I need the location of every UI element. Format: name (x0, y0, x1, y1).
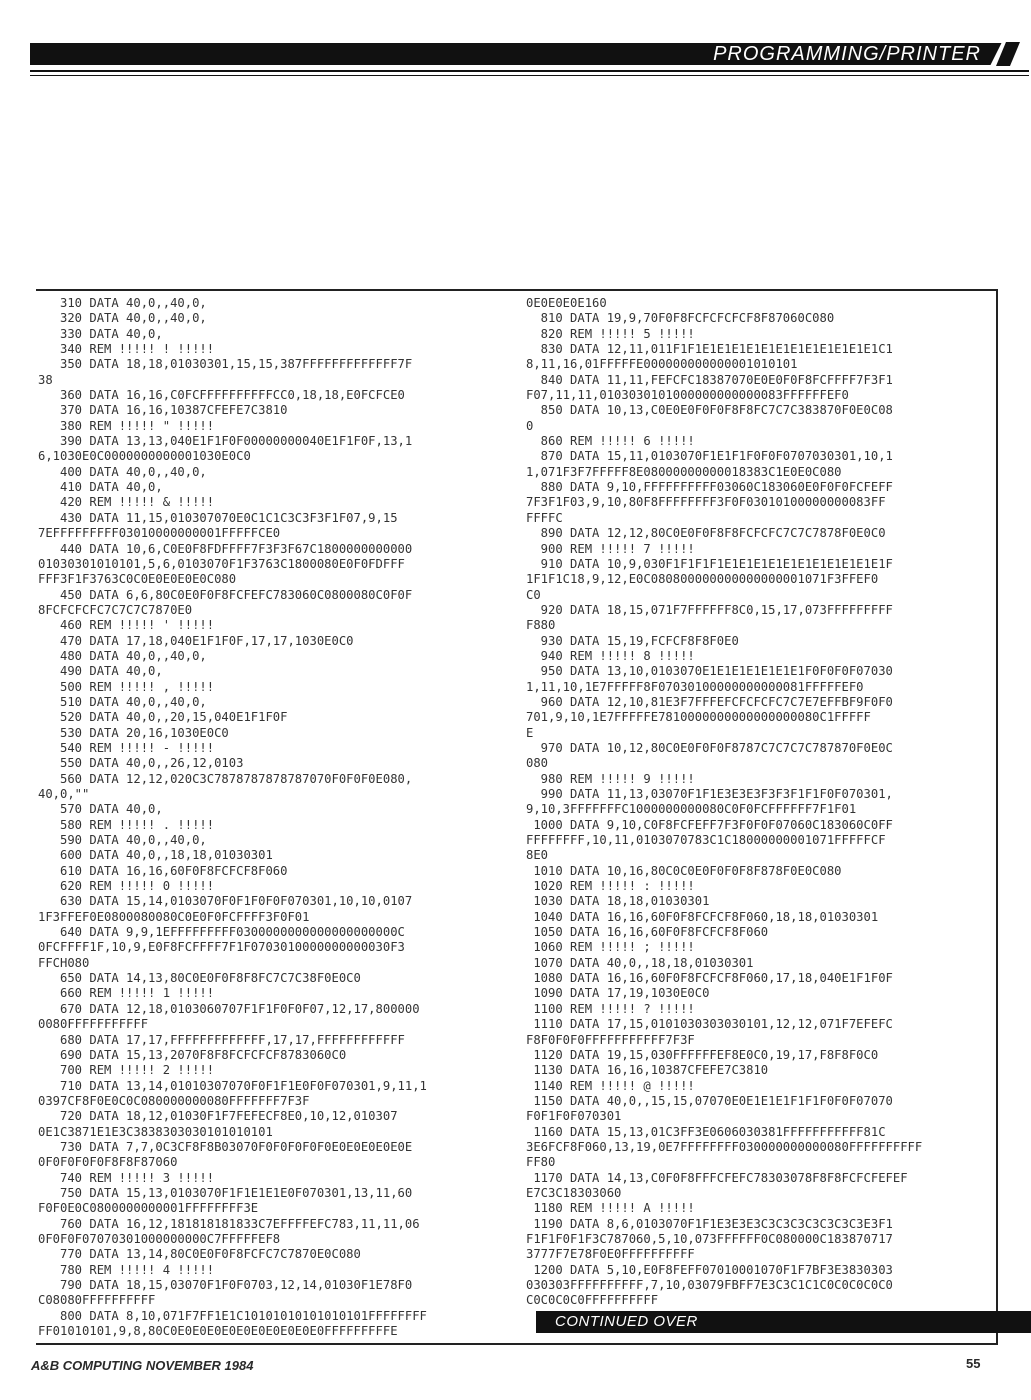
listing-line: 780 REM !!!!! 4 !!!!! (38, 1262, 215, 1277)
listing-line: 6,1030E0C0000000000001030E0C0 (38, 449, 251, 464)
listing-line: 850 DATA 10,13,C0E0E0F0F0F8F8FC7C7C383870F0E0C08 (526, 403, 893, 418)
listing-line: 990 DATA 11,13,03070F1F1E3E3E3F3F3F1F1F0F070301, (526, 787, 893, 801)
listing-frame-right (996, 289, 998, 1344)
listing-line: 560 DATA 12,12,020C3C7878787878787070F0F0F0E080, (38, 771, 413, 786)
listing-line: 1040 DATA 16,16,60F0F8FCFCF8F060,18,18,01030301 (526, 909, 879, 924)
listing-line: 350 DATA 18,18,01030301,15,15,387FFFFFFFFFFFFF7F (38, 357, 413, 372)
listing-line: 0F0F0F07070301000000000C7FFFFFEF8 (38, 1231, 281, 1246)
listing-line: 030303FFFFFFFFFF,7,10,03079FBFF7E3C3C1C1C0C0C0C0C0 (526, 1278, 893, 1292)
listing-line: 1070 DATA 40,0,,18,18,01030301 (526, 955, 754, 970)
listing-line: 701,9,10,1E7FFFFFE7810000000000000000080C1FFFFF (526, 710, 871, 725)
listing-line: 940 REM !!!!! 8 !!!!! (526, 648, 695, 663)
listing-line: 700 REM !!!!! 2 !!!!! (38, 1063, 215, 1078)
listing-line: C0C0C0C0FFFFFFFFFF (526, 1293, 659, 1308)
listing-line: F8F0F0F0FFFFFFFFFFF7F3F (526, 1032, 695, 1047)
listing-line: FFCH080 (38, 955, 90, 970)
listing-line: 1200 DATA 5,10,E0F8FEFF07010001070F1F7BF3E3830303 (526, 1262, 893, 1277)
listing-line: 760 DATA 16,12,181818181833C7EFFFFEFC783,11,11,06 (38, 1216, 420, 1231)
listing-line: 430 DATA 11,15,010307070E0C1C1C3C3F3F1F07,9,15 (38, 510, 398, 525)
listing-line: 860 REM !!!!! 6 !!!!! (526, 434, 695, 449)
listing-line: 1100 REM !!!!! ? !!!!! (526, 1001, 695, 1016)
listing-line: 740 REM !!!!! 3 !!!!! (38, 1170, 215, 1185)
listing-line: 8FCFCFCFC7C7C7C7870E0 (38, 602, 193, 617)
header-rule-bottom (30, 75, 1029, 76)
listing-line: 0080FFFFFFFFFFF (38, 1017, 149, 1032)
listing-line: 1,071F3F7FFFFF8E08000000000018383C1E0E0C080 (526, 464, 842, 479)
listing-line: 530 DATA 20,16,1030E0C0 (38, 725, 229, 740)
listing-line: 0397CF8F0E0C0C080000000080FFFFFFF7F3F (38, 1093, 310, 1108)
listing-line: C0 (526, 587, 541, 602)
listing-line: 630 DATA 15,14,0103070F0F1F0F0F070301,10,10,0107 (38, 894, 413, 909)
listing-line: 610 DATA 16,16,60F0F8FCFCF8F060 (38, 863, 288, 878)
listing-line: 360 DATA 16,16,C0FCFFFFFFFFFFCC0,18,18,E0FCFCE0 (38, 388, 405, 403)
listing-line: 690 DATA 15,13,2070F8F8FCFCFCF8783060C0 (38, 1047, 347, 1062)
listing-line: 0 (526, 418, 534, 433)
listing-line: 500 REM !!!!! , !!!!! (38, 679, 215, 694)
listing-line: 820 REM !!!!! 5 !!!!! (526, 326, 695, 341)
listing-line: 1170 DATA 14,13,C0F0F8FFFCFEFC78303078F8F8FCFCFEFEF (526, 1170, 908, 1185)
listing-line: FFFFFFFF,10,11,0103070783C1C18000000001071FFFFFCF (526, 833, 886, 848)
listing-line: 950 DATA 13,10,0103070E1E1E1E1E1E1E1F0F0F0F07030 (526, 664, 893, 679)
listing-line: 410 DATA 40,0, (38, 480, 163, 495)
listing-line: 620 REM !!!!! 0 !!!!! (38, 879, 215, 894)
listing-line: E (526, 725, 534, 740)
listing-line: 9,10,3FFFFFFFC1000000000080C0F0FCFFFFFF7F1F01 (526, 802, 857, 817)
listing-line: 640 DATA 9,9,1EFFFFFFFFF0300000000000000000000C (38, 925, 405, 940)
listing-line: 730 DATA 7,7,0C3CF8F8B03070F0F0F0F0F0E0E0E0E0E0E (38, 1139, 413, 1154)
listing-line: 310 DATA 40,0,,40,0, (38, 296, 207, 310)
listing-line: 480 DATA 40,0,,40,0, (38, 648, 207, 663)
listing-line: 380 REM !!!!! " !!!!! (38, 418, 215, 433)
listing-line: 8E0 (526, 848, 549, 863)
listing-line: 7F3F1F03,9,10,80F8FFFFFFFF3F0F03010100000000083FF (526, 495, 886, 510)
listing-line: 0F0F0F0F0F8F8F87060 (38, 1155, 178, 1170)
listing-line: 1060 REM !!!!! ; !!!!! (526, 940, 695, 955)
listing-line: 420 REM !!!!! & !!!!! (38, 495, 215, 510)
listing-line: 710 DATA 13,14,01010307070F0F1F1E0F0F070301,9,11,1 (38, 1078, 427, 1093)
listing-line: 1110 DATA 17,15,0101030303030101,12,12,071F7EFEFC (526, 1017, 893, 1032)
listing-line: 1190 DATA 8,6,0103070F1F1E3E3E3C3C3C3C3C3C3C3E3F1 (526, 1216, 893, 1231)
listing-line: 330 DATA 40,0, (38, 326, 163, 341)
listing-line: 1150 DATA 40,0,,15,15,07070E0E1E1E1F1F1F0F0F07070 (526, 1093, 893, 1108)
listing-line: 440 DATA 10,6,C0E0F8FDFFFF7F3F3F67C1800000000000 (38, 541, 413, 556)
listing-line: 1020 REM !!!!! : !!!!! (526, 879, 695, 894)
listing-line: 1160 DATA 15,13,01C3FF3E0606030381FFFFFFFFFFF81C (526, 1124, 886, 1139)
listing-line: 3E6FCF8F060,13,19,0E7FFFFFFFF030000000000080FFFFFFFFFF (526, 1139, 923, 1154)
listing-line: 970 DATA 10,12,80C0E0F0F0F8787C7C7C7C787870F0E0C (526, 740, 893, 755)
listing-line: 0E1C3871E1E3C3838303030101010101 (38, 1124, 273, 1139)
listing-line: 660 REM !!!!! 1 !!!!! (38, 986, 215, 1001)
listing-line: 900 REM !!!!! 7 !!!!! (526, 541, 695, 556)
listing-line: 1180 REM !!!!! A !!!!! (526, 1201, 695, 1216)
listing-line: 0E0E0E0E160 (526, 296, 607, 310)
listing-line: F1F1F0F1F3C787060,5,10,073FFFFFF0C080000C183870717 (526, 1231, 893, 1246)
listing-line: FF01010101,9,8,80C0E0E0E0E0E0E0E0E0E0E0FFFFFFFFFE (38, 1324, 398, 1339)
listing-line: 490 DATA 40,0, (38, 664, 163, 679)
listing-line: 830 DATA 12,11,011F1F1E1E1E1E1E1E1E1E1E1E1E1E1C1 (526, 342, 893, 357)
listing-line: 720 DATA 18,12,01030F1F7FEFECF8E0,10,12,010307 (38, 1109, 398, 1124)
listing-line: 40,0,"" (38, 787, 90, 801)
listing-line: F0F0E0C0800000000001FFFFFFFF3E (38, 1201, 259, 1216)
listing-line: F880 (526, 618, 556, 633)
listing-line: 1050 DATA 16,16,60F0F8FCFCF8F060 (526, 925, 769, 940)
listing-line: 320 DATA 40,0,,40,0, (38, 311, 207, 326)
listing-line: 1120 DATA 19,15,030FFFFFFEF8E0C0,19,17,F8F8F0C0 (526, 1047, 879, 1062)
footer-page-number: 55 (966, 1356, 981, 1371)
listing-line: 960 DATA 12,10,81E3F7FFFEFCFCFCFC7C7E7EFFBF9F0F0 (526, 694, 893, 709)
listing-line: F07,11,11,0103030101000000000000083FFFFFFEF0 (526, 388, 849, 403)
listing-line: 770 DATA 13,14,80C0E0F0F8FCFC7C7870E0C080 (38, 1247, 361, 1262)
listing-line: 920 DATA 18,15,071F7FFFFFF8C0,15,17,073FFFFFFFFF (526, 602, 893, 617)
listing-right-column (526, 296, 922, 1309)
listing-line: F0F1F0F070301 (526, 1109, 622, 1124)
listing-line: 470 DATA 17,18,040E1F1F0F,17,17,1030E0C0 (38, 633, 354, 648)
listing-frame-bottom (36, 1343, 998, 1345)
listing-line: 1130 DATA 16,16,10387CFEFE7C3810 (526, 1063, 769, 1078)
section-title: PROGRAMMING/PRINTER (713, 43, 981, 65)
listing-line: 930 DATA 15,19,FCFCF8F8F0E0 (526, 633, 739, 648)
listing-line: 680 DATA 17,17,FFFFFFFFFFFFF,17,17,FFFFFFFFFFFF (38, 1032, 405, 1047)
listing-line: 400 DATA 40,0,,40,0, (38, 464, 207, 479)
header-rule-top (30, 70, 1029, 72)
listing-line: 390 DATA 13,13,040E1F1F0F00000000040E1F1F0F,13,1 (38, 434, 413, 449)
listing-line: 1,11,10,1E7FFFFF8F07030100000000000081FFFFFEF0 (526, 679, 864, 694)
listing-line: FFFFC (526, 510, 563, 525)
listing-line: 980 REM !!!!! 9 !!!!! (526, 771, 695, 786)
listing-line: 810 DATA 19,9,70F0F8FCFCFCFCF8F87060C080 (526, 311, 835, 326)
listing-line: 450 DATA 6,6,80C0E0F0F8FCFEFC783060C0800080C0F0F (38, 587, 413, 602)
listing-line: 3777F7E78F0E0FFFFFFFFFF (526, 1247, 695, 1262)
continued-label: CONTINUED OVER (555, 1313, 698, 1330)
listing-line: FFF3F1F3763C0C0E0E0E0E0C080 (38, 572, 237, 587)
header-slash-graphic (990, 40, 1020, 68)
listing-line: 460 REM !!!!! ' !!!!! (38, 618, 215, 633)
listing-line: 080 (526, 756, 549, 771)
listing-line: 1030 DATA 18,18,01030301 (526, 894, 710, 909)
listing-line: C08080FFFFFFFFFF (38, 1293, 156, 1308)
listing-line: 340 REM !!!!! ! !!!!! (38, 342, 215, 357)
listing-line: 800 DATA 8,10,071F7FF1E1C10101010101010101FFFFFFFF (38, 1308, 427, 1323)
listing-line: 8,11,16,01FFFFFE000000000000001010101 (526, 357, 798, 372)
listing-line: 670 DATA 12,18,0103060707F1F1F0F0F07,12,17,800000 (38, 1001, 420, 1016)
listing-line: 01030301010101,5,6,0103070F1F3763C1800080E0F0FDFFF (38, 556, 405, 571)
listing-line: 540 REM !!!!! - !!!!! (38, 740, 215, 755)
listing-line: 550 DATA 40,0,,26,12,0103 (38, 756, 244, 771)
listing-line: 590 DATA 40,0,,40,0, (38, 833, 207, 848)
listing-line: 38 (38, 372, 53, 387)
listing-line: 790 DATA 18,15,03070F1F0F0703,12,14,01030F1E78F0 (38, 1278, 413, 1292)
listing-line: 750 DATA 15,13,0103070F1F1E1E1E0F070301,13,11,60 (38, 1185, 413, 1200)
listing-line: 870 DATA 15,11,0103070F1E1F1F0F0F0707030301,10,1 (526, 449, 893, 464)
listing-line: 7EFFFFFFFFF03010000000001FFFFFCE0 (38, 526, 281, 541)
listing-line: 0FCFFFF1F,10,9,E0F8FCFFFF7F1F0703010000000000030F3 (38, 940, 405, 955)
listing-left-column (38, 296, 427, 1339)
listing-line: 880 DATA 9,10,FFFFFFFFFF03060C183060E0F0F0FCFEFF (526, 480, 893, 495)
listing-line: 1F1F1C18,9,12,E0C080800000000000000001071F3FFEF0 (526, 572, 879, 587)
listing-line: E7C3C18303060 (526, 1185, 622, 1200)
listing-line: 890 DATA 12,12,80C0E0F0F8F8FCFCFC7C7C7878F0E0C0 (526, 526, 886, 541)
listing-line: 520 DATA 40,0,,20,15,040E1F1F0F (38, 710, 288, 725)
listing-line: 1000 DATA 9,10,C0F8FCFEFF7F3F0F0F07060C183060C0FF (526, 817, 893, 832)
listing-line: 1090 DATA 17,19,1030E0C0 (526, 986, 710, 1001)
listing-line: 510 DATA 40,0,,40,0, (38, 694, 207, 709)
listing-line: 650 DATA 14,13,80C0E0F0F8F8FC7C7C38F0E0C0 (38, 971, 361, 986)
listing-line: 910 DATA 10,9,030F1F1F1F1E1E1E1E1E1E1E1E1E1E1E1F (526, 556, 893, 571)
listing-line: 840 DATA 11,11,FEFCFC18387070E0E0F0F8FCFFFF7F3F1 (526, 372, 893, 387)
listing-frame-top (36, 289, 997, 291)
listing-line: FF80 (526, 1155, 556, 1170)
listing-line: 1010 DATA 10,16,80C0C0E0F0F0F8F878F0E0C080 (526, 863, 842, 878)
listing-line: 600 DATA 40,0,,18,18,01030301 (38, 848, 273, 863)
footer-publication: A&B COMPUTING NOVEMBER 1984 (31, 1358, 254, 1373)
listing-line: 1080 DATA 16,16,60F0F8FCFCF8F060,17,18,040E1F1F0F (526, 971, 893, 986)
listing-line: 1140 REM !!!!! @ !!!!! (526, 1078, 695, 1093)
listing-line: 370 DATA 16,16,10387CFEFE7C3810 (38, 403, 288, 418)
listing-line: 1F3FFEF0E0800080080C0E0F0FCFFFF3F0F01 (38, 909, 310, 924)
listing-line: 580 REM !!!!! . !!!!! (38, 817, 215, 832)
listing-line: 570 DATA 40,0, (38, 802, 163, 817)
